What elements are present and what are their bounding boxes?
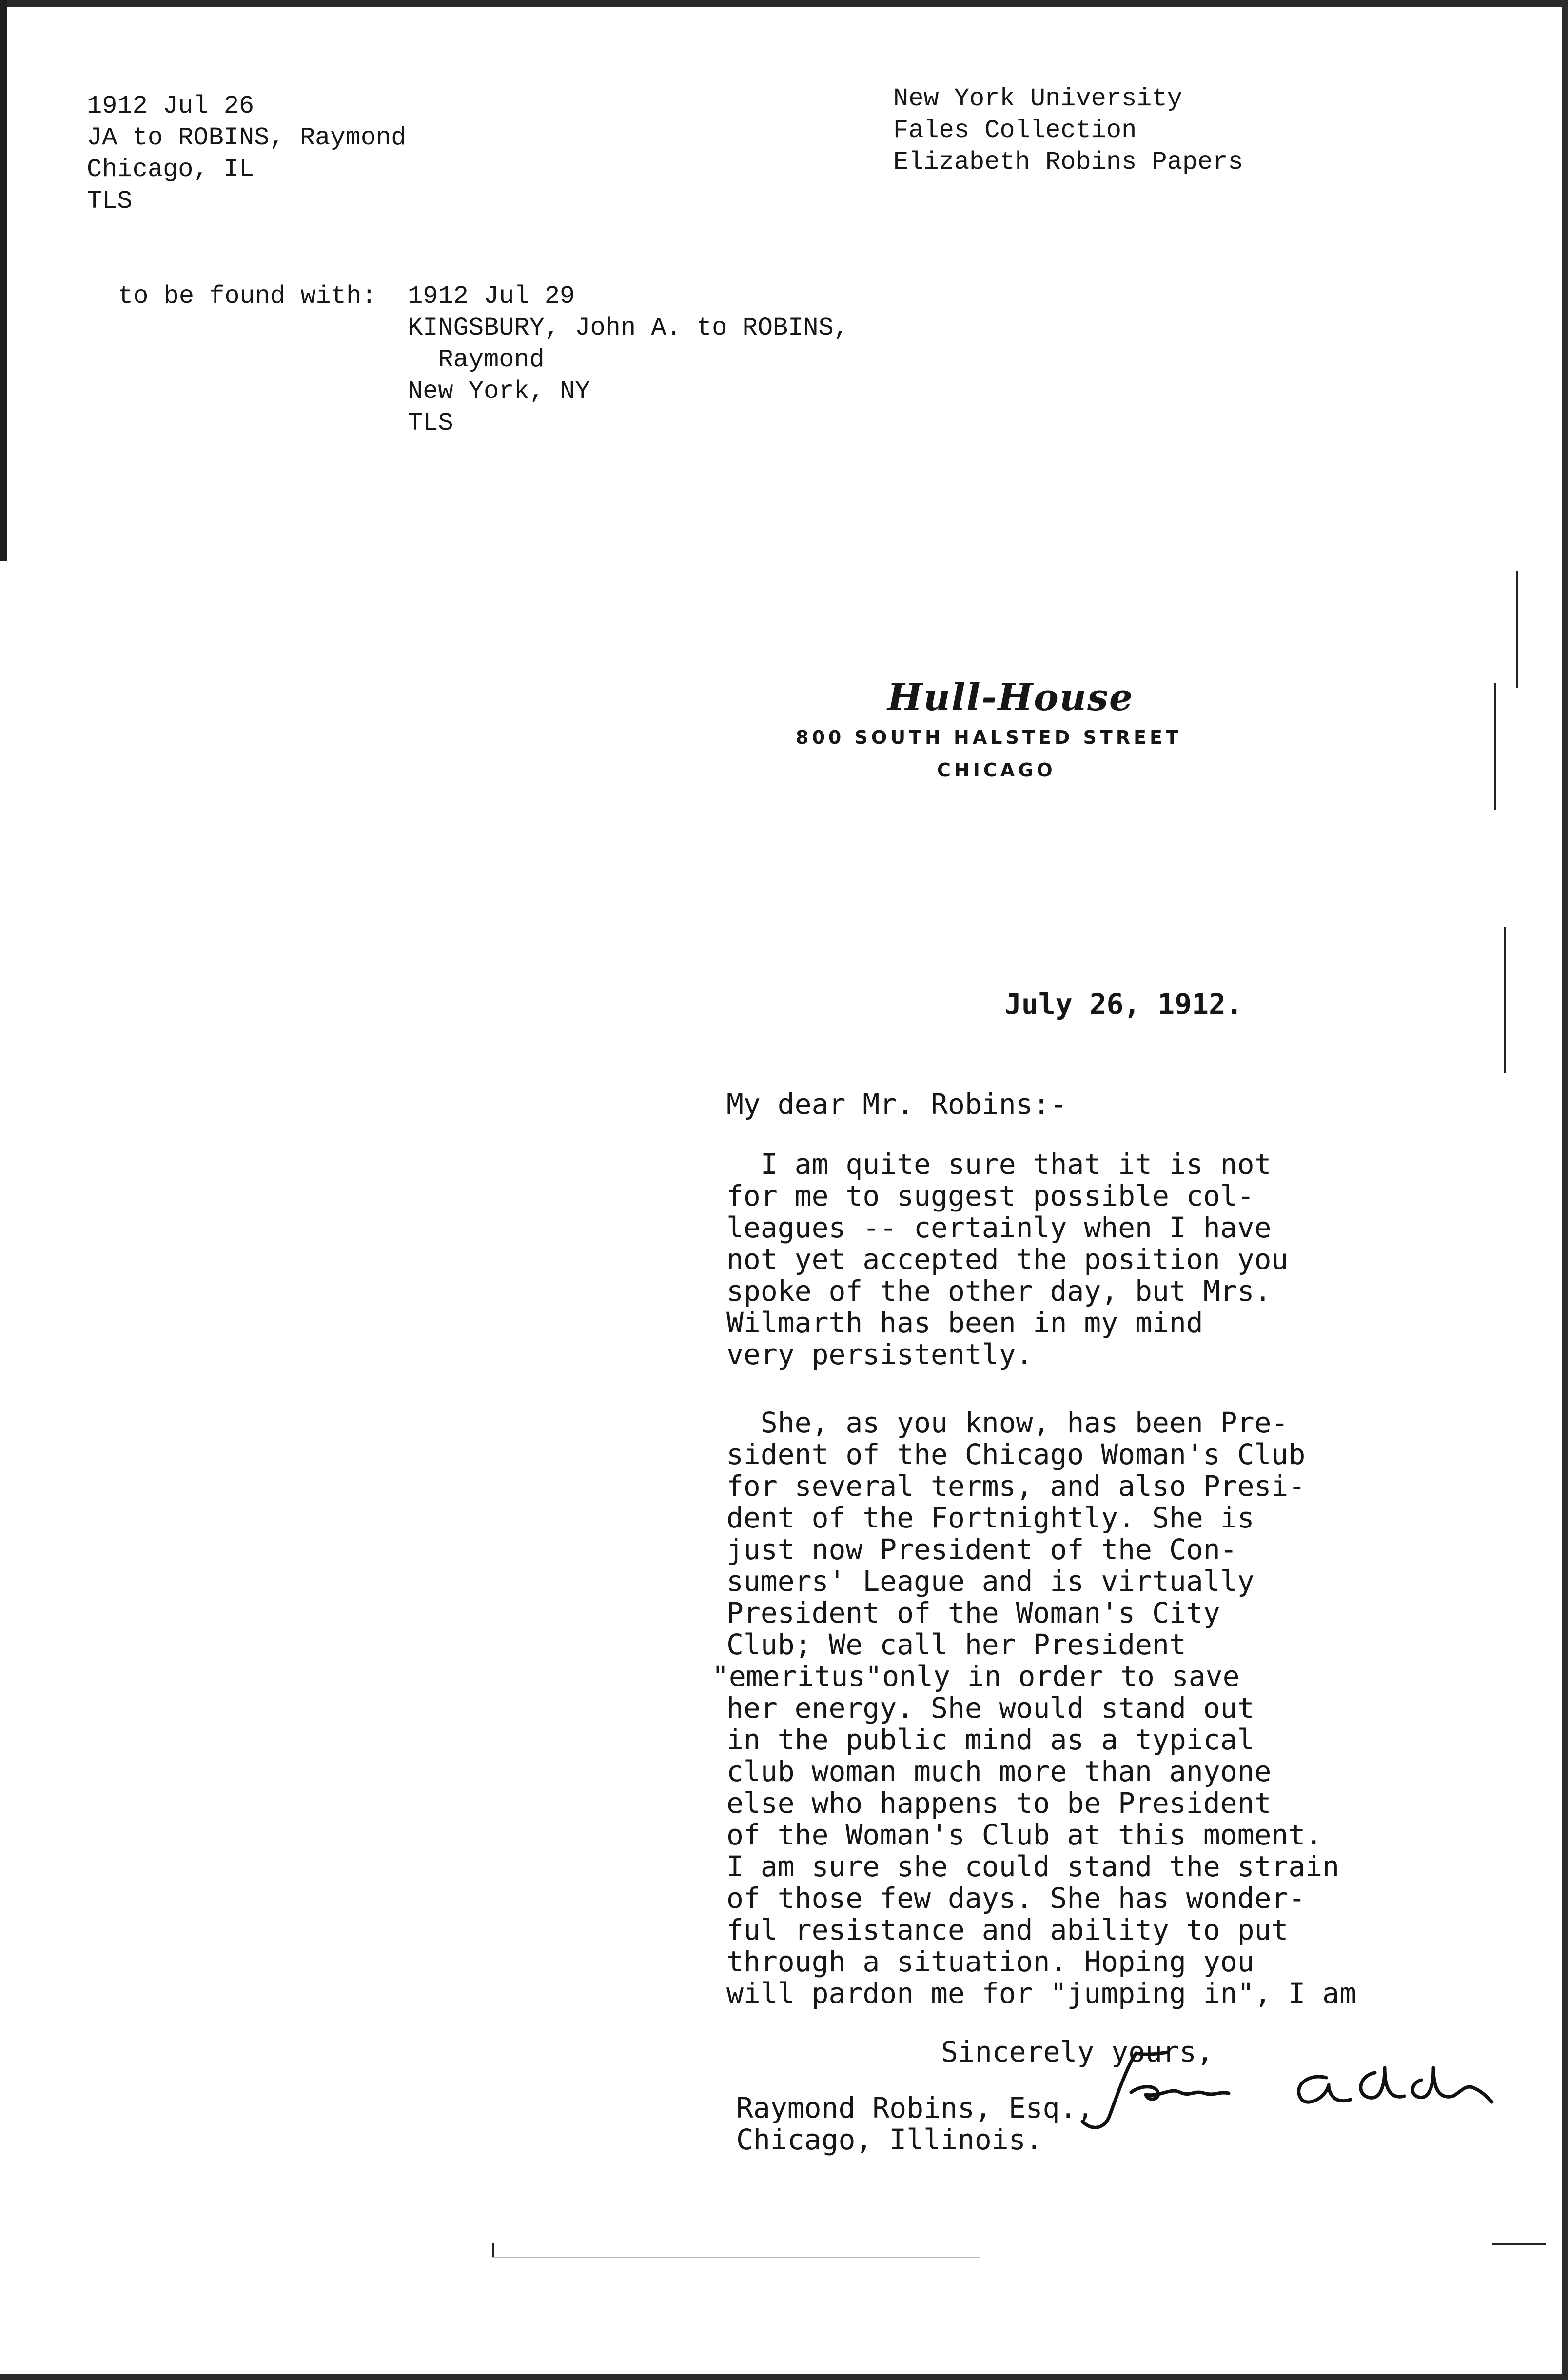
- paragraph-2-line: her energy. She would stand out: [726, 1691, 1254, 1725]
- margin-line: [1504, 927, 1506, 1073]
- catalog-place: Chicago, IL: [87, 155, 255, 184]
- paragraph-2-line: She, as you know, has been Pre-: [726, 1406, 1289, 1439]
- scan-border-left: [0, 0, 7, 561]
- found-with-label: to be found with:: [118, 282, 377, 311]
- catalog-papers: Elizabeth Robins Papers: [893, 148, 1243, 177]
- paragraph-2-line: sumers' League and is virtually: [726, 1565, 1254, 1598]
- paragraph-2-line: dent of the Fortnightly. She is: [726, 1501, 1254, 1534]
- margin-line: [1494, 683, 1496, 810]
- margin-line: [492, 2257, 980, 2258]
- letterhead-name: Hull-House: [887, 675, 1134, 719]
- scan-border-top: [0, 0, 1568, 7]
- margin-line: [492, 2243, 494, 2258]
- letterhead-city: CHICAGO: [937, 759, 1056, 781]
- signature: [1063, 2039, 1502, 2136]
- paragraph-2-line: for several terms, and also Presi-: [726, 1469, 1306, 1503]
- found-with-place: New York, NY: [408, 377, 590, 406]
- paragraph-2-line: "emeritus"only in order to save: [712, 1660, 1240, 1693]
- found-with-correspondents-cont: Raymond: [408, 345, 545, 374]
- scan-border-bottom: [0, 2374, 1568, 2380]
- paragraph-1-line: I am quite sure that it is not: [726, 1148, 1272, 1181]
- paragraph-1-line: Wilmarth has been in my mind: [726, 1306, 1203, 1339]
- paragraph-1-line: very persistently.: [726, 1338, 1033, 1371]
- paragraph-2-line: just now President of the Con-: [726, 1533, 1237, 1566]
- paragraph-2-line: will pardon me for "jumping in", I am: [726, 1977, 1357, 2010]
- scan-border-right: [1562, 0, 1568, 2380]
- salutation: My dear Mr. Robins:-: [726, 1088, 1067, 1121]
- letter-date: July 26, 1912.: [1004, 988, 1243, 1021]
- paragraph-2-line: ful resistance and ability to put: [726, 1913, 1289, 1946]
- paragraph-2-line: President of the Woman's City: [726, 1596, 1220, 1629]
- found-with-date: 1912 Jul 29: [408, 282, 575, 311]
- paragraph-2-line: Club; We call her President: [726, 1628, 1186, 1661]
- recipient-address: Chicago, Illinois.: [736, 2123, 1043, 2156]
- closing: Sincerely yours,: [941, 2035, 1214, 2068]
- paragraph-2-line: through a situation. Hoping you: [726, 1945, 1254, 1978]
- paragraph-2-line: club woman much more than anyone: [726, 1755, 1272, 1788]
- paragraph-1-line: leagues -- certainly when I have: [726, 1211, 1272, 1244]
- paragraph-2-line: of those few days. She has wonder-: [726, 1882, 1306, 1915]
- paragraph-2-line: else who happens to be President: [726, 1786, 1272, 1820]
- paragraph-2-line: sident of the Chicago Woman's Club: [726, 1438, 1306, 1471]
- catalog-type: TLS: [87, 187, 133, 216]
- catalog-collection: Fales Collection: [893, 116, 1137, 145]
- paragraph-1-line: not yet accepted the position you: [726, 1243, 1289, 1276]
- paragraph-1-line: for me to suggest possible col-: [726, 1179, 1254, 1212]
- paragraph-2-line: of the Woman's Club at this moment.: [726, 1818, 1323, 1851]
- found-with-correspondents: KINGSBURY, John A. to ROBINS,: [408, 314, 849, 342]
- recipient-name: Raymond Robins, Esq.,: [736, 2091, 1094, 2124]
- paragraph-2-line: I am sure she could stand the strain: [726, 1850, 1340, 1883]
- found-with-type: TLS: [408, 409, 453, 437]
- letterhead-street: 800 SOUTH HALSTED STREET: [796, 727, 1182, 748]
- catalog-correspondents: JA to ROBINS, Raymond: [87, 123, 407, 152]
- margin-line: [1516, 571, 1518, 688]
- catalog-repository: New York University: [893, 84, 1182, 113]
- paragraph-2-line: in the public mind as a typical: [726, 1723, 1254, 1756]
- paragraph-1-line: spoke of the other day, but Mrs.: [726, 1274, 1272, 1308]
- catalog-date: 1912 Jul 26: [87, 92, 255, 120]
- margin-line: [1492, 2243, 1546, 2245]
